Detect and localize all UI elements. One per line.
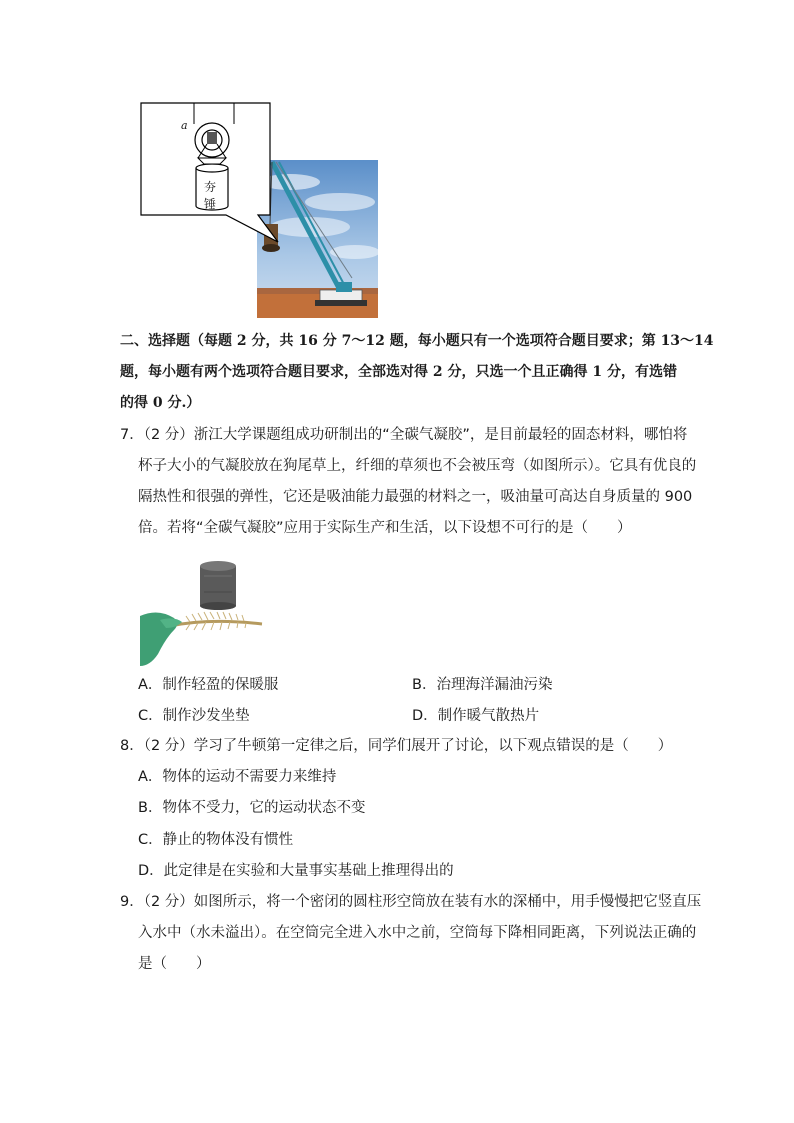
aerogel-photo [140,558,272,666]
crane-figure [140,102,380,320]
q8-option-a: A．物体的运动不需要力来维持 [138,769,337,785]
q8-line1: 8．（2 分）学习了牛顿第一定律之后，同学们展开了讨论，以下观点错误的是（ ） [120,738,673,754]
q7-line2: 杯子大小的气凝胶放在狗尾草上，纤细的草须也不会被压弯（如图所示）。它具有优良的 [138,458,697,474]
q8-option-c: C．静止的物体没有惯性 [138,832,294,848]
aerogel-figure [140,558,272,666]
q7-line4: 倍。若将“全碳气凝胶”应用于实际生产和生活，以下设想不可行的是（ ） [138,520,632,536]
q7-option-c: C．制作沙发坐垫 [138,708,250,724]
q9-line2: 入水中（水未溢出）。在空筒完全进入水中之前，空筒每下降相同距离，下列说法正确的 [138,925,697,941]
q7-line1: 7．（2 分）浙江大学课题组成功研制出的“全碳气凝胶”，是目前最轻的固态材料，哪怕将 [120,427,688,443]
q7-line3: 隔热性和很强的弹性，它还是吸油能力最强的材料之一，吸油量可高达自身质量的 900 [138,489,693,505]
q7-option-d: D．制作暖气散热片 [412,708,540,724]
label-a: a [181,119,188,132]
q9-line1: 9．（2 分）如图所示，将一个密闭的圆柱形空筒放在装有水的深桶中，用手慢慢把它竖直压 [120,894,702,910]
crane-illustration [140,102,380,320]
section-heading-line3: 的得 0 分.） [120,395,201,411]
q7-option-a: A．制作轻盈的保暖服 [138,677,279,693]
hammer-label-2: 锤 [204,197,217,211]
q8-option-b: B．物体不受力，它的运动状态不变 [138,800,366,816]
section-heading-line1: 二、选择题（每题 2 分，共 16 分 7～12 题，每小题只有一个选项符合题目要求；第 13～14 [120,333,714,349]
section-heading-line2: 题，每小题有两个选项符合题目要求，全部选对得 2 分，只选一个且正确得 1 分，有选错 [120,364,677,380]
hammer-label-1: 夯 [204,180,217,194]
q8-option-d: D．此定律是在实验和大量事实基础上推理得出的 [138,863,454,879]
q9-line3: 是（ ） [138,956,211,972]
q7-option-b: B．治理海洋漏油污染 [412,677,553,693]
aerogel-cylinder [200,566,236,606]
